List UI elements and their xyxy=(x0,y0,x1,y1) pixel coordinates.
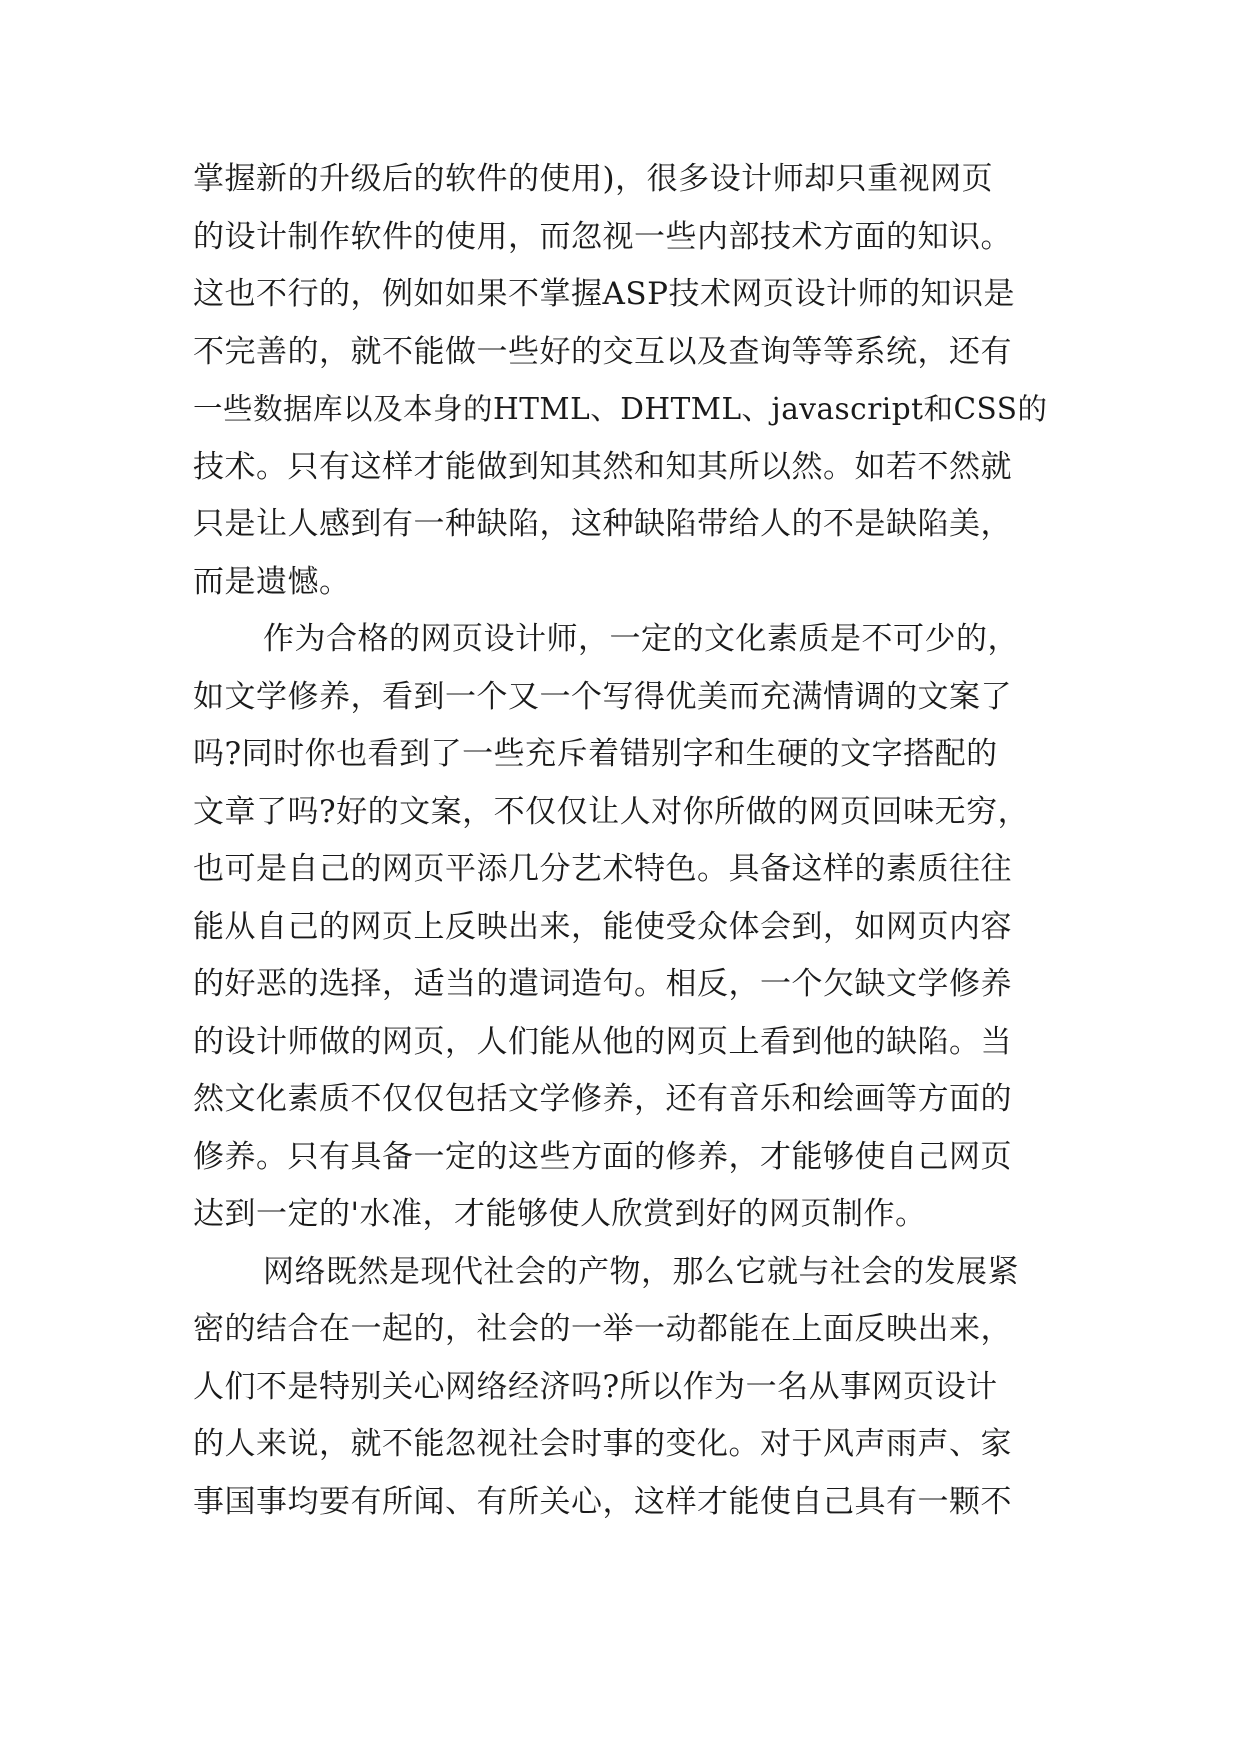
text-line: 的人来说，就不能忽视社会时事的变化。对于风声雨声、家 xyxy=(193,1426,1012,1462)
text-line: 的好恶的选择，适当的遣词造句。相反，一个欠缺文学修养 xyxy=(193,966,1012,1002)
text-line: 人们不是特别关心网络经济吗?所以作为一名从事网页设计 xyxy=(193,1368,998,1405)
text-line: 这也不行的，例如如果不掌握ASP技术网页设计师的知识是 xyxy=(193,276,1015,312)
text-line: 如文学修养，看到一个又一个写得优美而充满情调的文案了 xyxy=(193,678,1012,715)
paragraph-first-line: 网络既然是现代社会的产物，那么它就与社会的发展紧 xyxy=(263,1253,1019,1290)
text-line: 吗?同时你也看到了一些充斥着错别字和生硬的文字搭配的 xyxy=(193,736,998,772)
text-line: 事国事均要有所闻、有所关心，这样才能使自己具有一颗不 xyxy=(193,1483,1012,1520)
text-line: 只是让人感到有一种缺陷，这种缺陷带给人的不是缺陷美， xyxy=(193,506,1012,542)
text-line: 不完善的，就不能做一些好的交互以及查询等等系统，还有 xyxy=(193,333,1012,370)
text-line: 一些数据库以及本身的HTML、DHTML、javascript和CSS的 xyxy=(193,392,1048,426)
text-line: 也可是自己的网页平添几分艺术特色。具备这样的素质往往 xyxy=(193,851,1012,887)
text-line: 而是遗憾。 xyxy=(193,563,351,600)
text-line: 的设计制作软件的使用，而忽视一些内部技术方面的知识。 xyxy=(193,218,1012,255)
text-line: 修养。只有具备一定的这些方面的修养，才能够使自己网页 xyxy=(193,1138,1012,1175)
text-line: 的设计师做的网页，人们能从他的网页上看到他的缺陷。当 xyxy=(193,1023,1012,1060)
text-line: 密的结合在一起的，社会的一举一动都能在上面反映出来， xyxy=(193,1311,1012,1347)
text-line: 达到一定的'水准，才能够使人欣赏到好的网页制作。 xyxy=(193,1196,927,1232)
paragraph-first-line: 作为合格的网页设计师，一定的文化素质是不可少的， xyxy=(263,621,1019,657)
text-line: 能从自己的网页上反映出来，能使受众体会到，如网页内容 xyxy=(193,908,1012,945)
text-line: 掌握新的升级后的软件的使用)，很多设计师却只重视网页 xyxy=(193,161,994,197)
text-line: 然文化素质不仅仅包括文学修养，还有音乐和绘画等方面的 xyxy=(193,1081,1012,1117)
text-line: 文章了吗?好的文案，不仅仅让人对你所做的网页回味无穷， xyxy=(193,793,1030,830)
document-body xyxy=(193,151,1053,1531)
text-line: 技术。只有这样才能做到知其然和知其所以然。如若不然就 xyxy=(193,448,1012,485)
